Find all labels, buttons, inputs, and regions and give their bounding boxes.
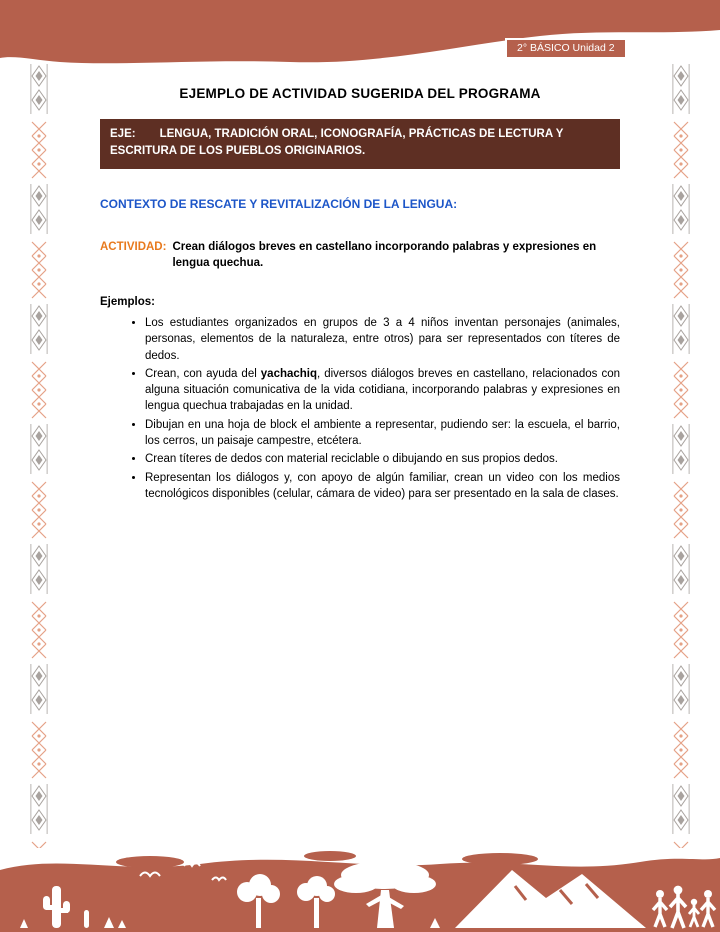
list-item xyxy=(145,315,620,364)
ejemplo-text: , diversos diálogos breves en castellano, relacionados con alguna situación comunicativa de la vida cotidiana, incorporando palabras y expresiones en lengua quechua trabajadas en la unidad. xyxy=(145,367,620,413)
ejemplo-text: Crean títeres de dedos con material reciclable o dibujando en sus propios dedos. xyxy=(145,453,558,466)
list-item xyxy=(145,470,620,503)
ejemplos-list xyxy=(100,315,620,503)
actividad-text: Crean diálogos breves en castellano incorporando palabras y expresiones en lengua quechua. xyxy=(172,240,597,270)
list-item xyxy=(145,417,620,450)
eje-box xyxy=(100,119,620,169)
actividad-label: ACTIVIDAD: xyxy=(100,240,167,253)
ejemplo-text: Dibujan en una hoja de block el ambiente a representar, pudiendo ser: la escuela, el barrio, los cerros, un paisaje campestre, etcétera. xyxy=(145,418,620,448)
ejemplos-heading: Ejemplos: xyxy=(100,295,155,308)
contexto-heading: CONTEXTO DE RESCATE Y REVITALIZACIÓN DE LA LENGUA: xyxy=(100,196,458,211)
list-item xyxy=(145,451,620,467)
document-content xyxy=(100,86,620,504)
eje-text: LENGUA, TRADICIÓN ORAL, ICONOGRAFÍA, PRÁCTICAS DE LECTURA Y ESCRITURA DE LOS PUEBLOS ORIGINARIOS. xyxy=(110,128,564,158)
list-item xyxy=(145,366,620,415)
eje-label: EJE: xyxy=(110,128,136,140)
unit-badge: 2° BÁSICO Unidad 2 xyxy=(505,38,627,59)
ejemplo-text: Crean, con ayuda del xyxy=(145,367,261,380)
page-title: EJEMPLO DE ACTIVIDAD SUGERIDA DEL PROGRAMA xyxy=(179,86,541,101)
ejemplo-text: Representan los diálogos y, con apoyo de algún familiar, crean un video con los medios tecnológicos disponibles (celular, cámara de video) para ser presentado en la sala de clases. xyxy=(145,471,620,501)
left-border-pattern xyxy=(30,64,48,848)
footer-illustration xyxy=(0,840,720,932)
ejemplo-text: Los estudiantes organizados en grupos de 3 a 4 niños inventan personajes (animales, personas, elementos de la naturaleza, entre otros) para ser representados con títeres de dedos. xyxy=(145,316,620,362)
actividad-row xyxy=(100,239,620,272)
ejemplo-bold-term: yachachiq xyxy=(260,367,318,380)
right-border-pattern xyxy=(672,64,690,848)
top-band xyxy=(0,0,720,70)
